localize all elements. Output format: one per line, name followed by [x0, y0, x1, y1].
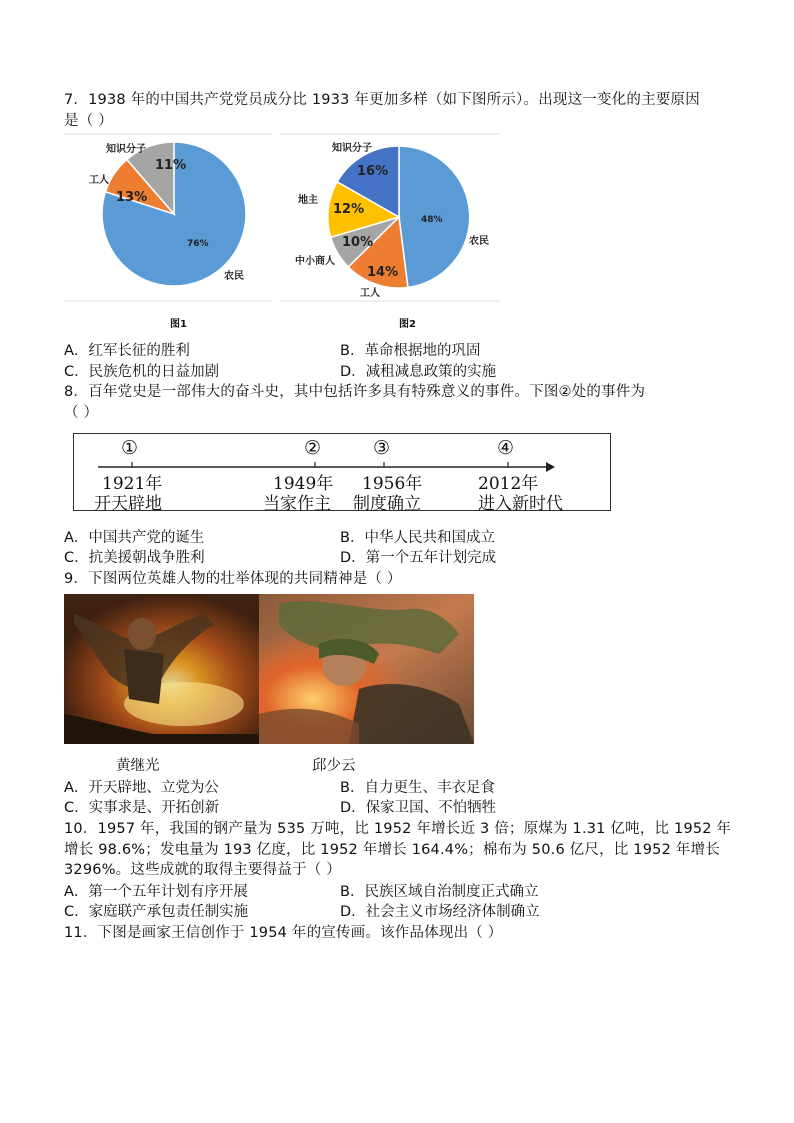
hero-name-huang-jiguang: 黄继光	[116, 758, 160, 774]
pie1-label-zhishi: 知识分子	[106, 144, 146, 155]
fig1-caption: 图1	[170, 319, 187, 330]
pie2-label-nongmin: 农民	[469, 236, 489, 247]
q8-option-b[interactable]: B．中华人民共和国成立	[340, 530, 495, 546]
q11-stem: 11．下图是画家王信创作于 1954 年的宣传画。该作品体现出（ ）	[64, 925, 503, 941]
pie2-label-shangren: 中小商人	[295, 256, 335, 267]
pie1-label-gongren: 工人	[89, 175, 109, 186]
pie-chart-fig1	[64, 133, 274, 303]
pie2-pct-shangren: 10%	[342, 235, 374, 250]
pie-chart-fig2	[280, 133, 502, 303]
q10-stem-line1: 10．1957 年，我国的钢产量为 535 万吨，比 1952 年增长近 3 倍；原煤为 1.31 亿吨，比 1952 年	[64, 821, 732, 837]
timeline-mark-4: ④	[497, 437, 515, 459]
pie2-label-gongren: 工人	[360, 288, 380, 299]
q10-stem-line2: 增长 98.6%；发电量为 193 亿度，比 1952 年增长 164.4%；棉布为 50.6 亿尺，比 1952 年增长	[64, 842, 720, 858]
q7-stem-line1: 7．1938 年的中国共产党党员成分比 1933 年更加多样（如下图所示）。出现这一变化的主要原因	[64, 92, 700, 108]
timeline-mark-3: ③	[373, 437, 391, 459]
q10-option-d[interactable]: D．社会主义市场经济体制确立	[340, 904, 540, 920]
q9-option-a[interactable]: A．开天辟地、立党为公	[64, 780, 219, 796]
timeline-label-1: 开天辟地	[94, 494, 162, 514]
q10-option-c[interactable]: C．家庭联产承包责任制实施	[64, 904, 249, 920]
q9-stem: 9．下图两位英雄人物的壮举体现的共同精神是（ ）	[64, 571, 402, 587]
pie2-pct-dizhu: 12%	[333, 202, 365, 217]
pie1-label-nongmin: 农民	[224, 271, 244, 282]
timeline-year-1: 1921年	[102, 474, 163, 494]
q8-option-a[interactable]: A．中国共产党的诞生	[64, 530, 205, 546]
q10-option-b[interactable]: B．民族区域自治制度正式确立	[340, 884, 539, 900]
pie2-pct-gongren: 14%	[367, 265, 399, 280]
q9-option-c[interactable]: C．实事求是、开拓创新	[64, 800, 220, 816]
q7-stem-line2: 是（ ）	[64, 113, 113, 129]
pie2-pct-zhishi: 16%	[357, 164, 389, 179]
q7-option-a[interactable]: A．红军长征的胜利	[64, 343, 190, 359]
q9-option-b[interactable]: B．自力更生、丰衣足食	[340, 780, 495, 796]
timeline-label-3: 制度确立	[353, 494, 421, 514]
pie2-pct-nongmin: 48%	[421, 215, 443, 225]
timeline-figure	[73, 433, 611, 514]
timeline-year-2: 1949年	[273, 474, 334, 494]
timeline-year-4: 2012年	[478, 474, 539, 494]
q8-stem-line1: 8．百年党史是一部伟大的奋斗史，其中包括许多具有特殊意义的事件。下图②处的事件为	[64, 384, 646, 400]
q8-option-c[interactable]: C．抗美援朝战争胜利	[64, 550, 205, 566]
painting-huang-jiguang	[64, 594, 259, 744]
q10-stem-line3: 3296%。这些成就的取得主要得益于（ ）	[64, 862, 341, 878]
q9-option-d[interactable]: D．保家卫国、不怕牺牲	[340, 800, 497, 816]
pie2-label-dizhu: 地主	[298, 195, 318, 206]
pie2-label-zhishi: 知识分子	[332, 143, 372, 154]
q7-option-c[interactable]: C．民族危机的日益加剧	[64, 364, 220, 380]
pie1-pct-zhishi: 11%	[155, 158, 187, 173]
q8-stem-line2: （ ）	[64, 405, 99, 421]
timeline-year-3: 1956年	[362, 474, 423, 494]
q8-option-d[interactable]: D．第一个五年计划完成	[340, 550, 497, 566]
q10-option-a[interactable]: A．第一个五年计划有序开展	[64, 884, 248, 900]
timeline-mark-2: ②	[304, 437, 322, 459]
timeline-label-2: 当家作主	[263, 494, 331, 514]
timeline-label-4: 进入新时代	[478, 494, 563, 514]
hero-name-qiu-shaoyun: 邱少云	[312, 758, 356, 774]
q7-option-d[interactable]: D．减租减息政策的实施	[340, 364, 497, 380]
pie1-pct-nongmin: 76%	[187, 239, 209, 249]
timeline-mark-1: ①	[121, 437, 139, 459]
fig2-caption: 图2	[399, 319, 416, 330]
painting-qiu-shaoyun	[259, 594, 474, 744]
pie1-pct-gongren: 13%	[116, 190, 148, 205]
q7-option-b[interactable]: B．革命根据地的巩固	[340, 343, 481, 359]
